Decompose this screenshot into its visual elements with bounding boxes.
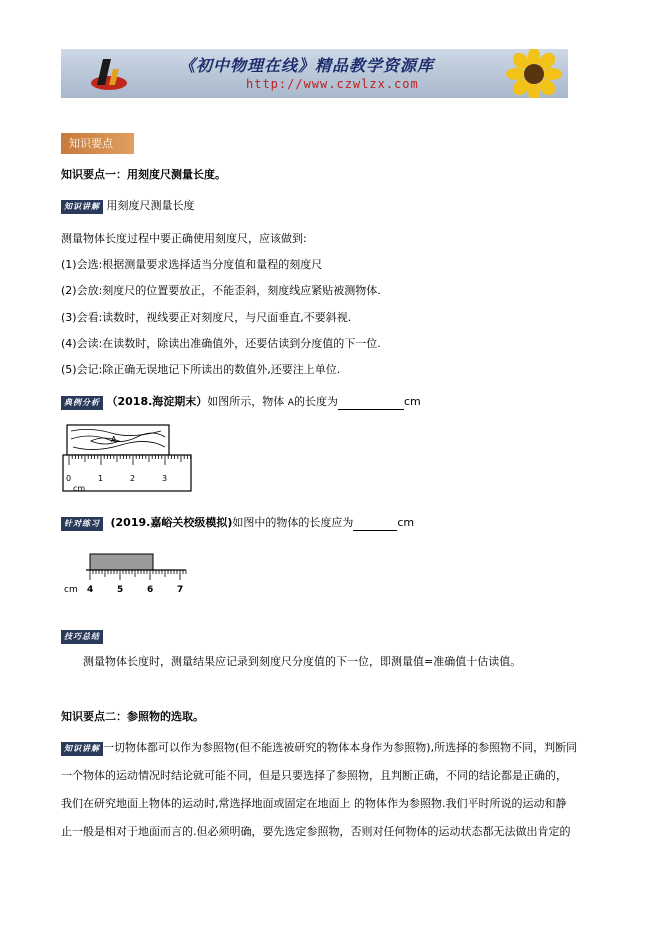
example-unit: cm — [403, 395, 421, 408]
practice-badge: 针对练习 — [61, 517, 103, 531]
ruler-tick-label: 4 — [87, 585, 94, 595]
tips-text: 测量物体长度时，测量结果应记录到刻度尺分度值的下一位，即测量值=准确值十估读值。 — [83, 655, 522, 668]
ruler-tick-label: 3 — [162, 474, 168, 483]
example-text: 如图所示，物体 — [207, 395, 285, 408]
ruler-tick-label: 5 — [117, 585, 124, 595]
ruler-tick-label: 1 — [98, 474, 104, 483]
example-object: A — [287, 398, 294, 408]
point1-intro: 测量物体长度过程中要正确使用刻度尺，应该做到: — [61, 232, 307, 245]
point2-line-4: 止一般是相对于地面而言的.但必须明确，要先选定参照物，否则对任何物体的运动状态都无法做出肯定的 — [61, 825, 571, 838]
knowledge-badge: 知识讲解 — [61, 200, 103, 214]
practice-unit: cm — [397, 516, 415, 529]
practice-text: 如图中的物体的长度应为 — [232, 516, 354, 529]
rule-5: (5)会记:除正确无误地记下所读出的数值外,还要注上单位. — [61, 363, 341, 376]
example-source: （2018.海淀期末） — [106, 395, 208, 408]
ruler-tick-label: 0 — [66, 474, 72, 483]
tips-badge: 技巧总结 — [61, 630, 103, 644]
example-tail: 的长度为 — [293, 395, 338, 408]
point2-line-3: 我们在研究地面上物体的运动时,常选择地面或固定在地面上 的物体作为参照物.我们平时所说的运动和静 — [61, 797, 567, 810]
rule-3: (3)会看:读数时，视线要正对刻度尺，与尺面垂直,不要斜视. — [61, 311, 352, 324]
practice-source: (2019.嘉峪关校级模拟) — [110, 516, 233, 529]
point1-heading: 知识要点一：用刻度尺测量长度。 — [61, 168, 226, 181]
point2-line-1: 一切物体都可以作为参照物(但不能选被研究的物体本身作为参照物),所选择的参照物不同，判断同 — [103, 741, 578, 754]
example-badge: 典例分析 — [61, 396, 103, 410]
tips-badge-row — [61, 624, 103, 644]
example-row — [61, 395, 421, 410]
ruler2-unit: cm — [64, 585, 78, 595]
ruler-tick-label: 6 — [147, 585, 154, 595]
measured-object — [90, 554, 153, 570]
rule-1: (1)会选:根据测量要求选择适当分度值和量程的刻度尺 — [61, 258, 323, 271]
ruler-figure-2 — [61, 552, 191, 598]
rule-2: (2)会放:刻度尺的位置要放正，不能歪斜，刻度线应紧贴被测物体. — [61, 284, 381, 297]
ruler1-unit: cm — [73, 484, 86, 493]
header-banner — [61, 49, 568, 98]
banner-url: http://www.czwlzx.com — [246, 77, 419, 91]
ruler-tick-label: 7 — [177, 585, 184, 595]
point1-subtitle-row — [61, 199, 195, 214]
logo-icon — [89, 55, 129, 93]
ruler-tick-label: 2 — [130, 474, 136, 483]
block-label: A — [111, 435, 117, 444]
section-tag: 知识要点 — [61, 133, 134, 154]
example-answer-blank — [338, 398, 404, 410]
point2-line-2: 一个物体的运动情况时结论就可能不同，但是只要选择了参照物，且判断正确，不同的结论都是正确的， — [61, 769, 567, 782]
practice-answer-blank — [353, 519, 397, 531]
rule-4: (4)会读:在读数时，除读出准确值外，还要估读到分度值的下一位. — [61, 337, 381, 350]
point2-heading: 知识要点二：参照物的选取。 — [61, 710, 204, 723]
practice-row — [61, 516, 414, 531]
sunflower-icon — [502, 49, 562, 98]
ruler-figure-1 — [61, 423, 201, 495]
point2-line-1-row — [61, 741, 577, 756]
banner-title: 《初中物理在线》精品教学资源库 — [179, 56, 435, 75]
point1-subtitle: 用刻度尺测量长度 — [106, 199, 195, 212]
knowledge-badge-2: 知识讲解 — [61, 742, 103, 756]
